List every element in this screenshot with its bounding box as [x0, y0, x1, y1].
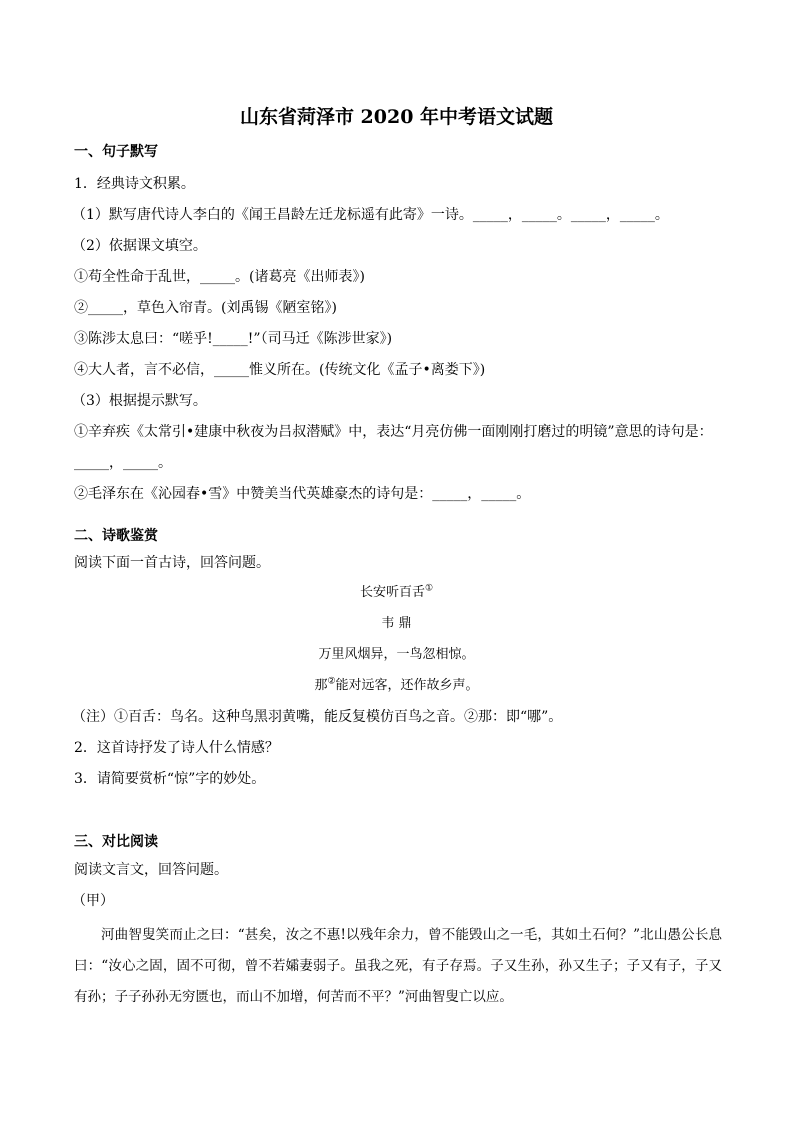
passage-label-jia: （甲）	[72, 893, 114, 909]
fill-item-e: ①辛弃疾《太常引•建康中秋夜为吕叔潜赋》中，表达“月亮仿佛一面刚刚打磨过的明镜”意思的诗句是：	[74, 424, 713, 440]
section-heading-poetry: 二、诗歌鉴赏	[74, 528, 158, 544]
page-title: 山东省菏泽市 2020 年中考语文试题	[239, 106, 554, 128]
question-1-part-3: （3）根据提示默写。	[72, 393, 207, 409]
fill-item-c: ③陈涉太息曰：“嗟乎!_____!”（司马迁《陈涉世家》)	[74, 331, 393, 347]
section-heading-dictation: 一、句子默写	[74, 144, 158, 160]
poem-line-1: 万里风烟异，一鸟忽相惊。	[318, 647, 475, 662]
fill-item-a: ①苟全性命于乱世，_____。(诸葛亮《出师表》)	[74, 269, 365, 285]
fill-item-b: ②_____，草色入帘青。(刘禹锡《陋室铭》)	[74, 300, 337, 316]
question-1: 1．经典诗文积累。	[74, 176, 195, 192]
footnote-mark: ②	[327, 676, 336, 687]
poem-author: 韦 鼎	[381, 616, 412, 631]
section-heading-comparison: 三、对比阅读	[74, 834, 158, 850]
question-1-part-2: （2）依据课文填空。	[72, 238, 207, 254]
question-2: 2．这首诗抒发了诗人什么情感？	[74, 740, 279, 756]
question-1-part-1: （1）默写唐代诗人李白的《闻王昌龄左迁龙标遥有此寄》一诗。_____，_____。_____，_____。	[72, 207, 669, 223]
fill-item-e-blanks: _____，_____。	[74, 455, 172, 471]
poem-line-2: 那②能对远客，还作故乡声。	[314, 676, 479, 693]
fill-item-d: ④大人者，言不必信，_____惟义所在。(传统文化《孟子•离娄下》)	[74, 362, 486, 378]
footnote-mark: ①	[424, 583, 434, 594]
fill-item-f: ②毛泽东在《沁园春•雪》中赞美当代英雄豪杰的诗句是：_____，_____。	[74, 486, 531, 502]
classical-passage: 河曲智叟笑而止之曰：“甚矣，汝之不惠!以残年余力，曾不能毁山之一毛，其如土石何？”北山愚公长息曰：“汝心之固，固不可彻，曾不若孀妻弱子。虽我之死，有子存焉。子又生孙，孙又生子；子又有子，子又有孙；子子孙孙无穷匮也，而山不加增，何苦而不平？”河曲智叟亡以应。	[74, 927, 722, 1005]
poem-title: 长安听百舌①	[359, 583, 434, 600]
poem-annotation: （注）①百舌：鸟名。这种鸟黑羽黄嘴，能反复模仿百鸟之音。②那：即“哪”。	[72, 709, 563, 725]
question-3: 3．请简要赏析“惊”字的妙处。	[74, 771, 266, 787]
poetry-intro: 阅读下面一首古诗，回答问题。	[74, 555, 270, 571]
comparison-intro: 阅读文言文，回答问题。	[74, 862, 228, 878]
